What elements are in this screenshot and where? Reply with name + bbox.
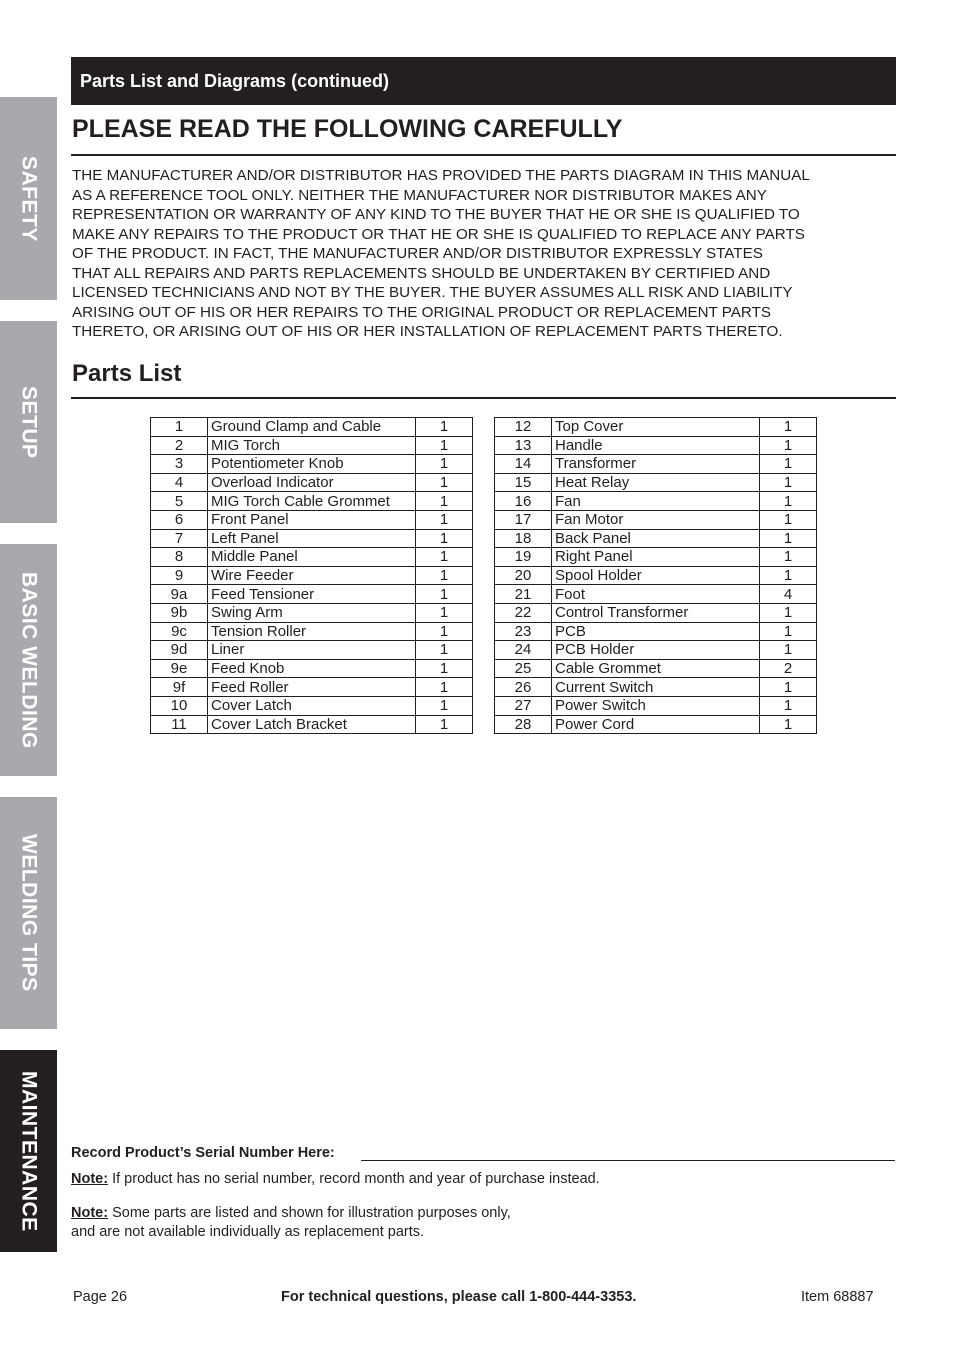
part-description: Top Cover (552, 418, 760, 437)
side-tab-label: SETUP (17, 385, 41, 459)
part-description: Feed Tensioner (208, 585, 416, 604)
part-quantity: 1 (760, 603, 817, 622)
part-description: Control Transformer (552, 603, 760, 622)
part-description: Fan (552, 492, 760, 511)
note-serial (71, 1170, 600, 1189)
part-description: Feed Knob (208, 659, 416, 678)
part-description: Cover Latch (208, 696, 416, 715)
note-text: Some parts are listed and shown for illustration purposes only, (108, 1205, 511, 1221)
part-quantity: 1 (416, 566, 473, 585)
parts-row (495, 603, 817, 622)
part-number: 5 (151, 492, 208, 511)
serial-input-line[interactable] (361, 1160, 895, 1161)
part-number: 3 (151, 455, 208, 474)
part-description: MIG Torch Cable Grommet (208, 492, 416, 511)
parts-row (151, 492, 473, 511)
side-tab-label: SAFETY (17, 155, 41, 242)
part-number: 7 (151, 529, 208, 548)
side-tab-safety[interactable] (0, 97, 57, 300)
parts-row (151, 455, 473, 474)
part-description: Front Panel (208, 510, 416, 529)
note-label: Note: (71, 1171, 109, 1187)
part-description: Feed Roller (208, 678, 416, 697)
part-number: 12 (495, 418, 552, 437)
page-number: Page 26 (73, 1289, 128, 1305)
serial-label: Record Product’s Serial Number Here: (71, 1145, 335, 1161)
parts-row (151, 510, 473, 529)
side-tab-label: WELDING TIPS (17, 834, 41, 992)
parts-row (151, 678, 473, 697)
part-description: Power Switch (552, 696, 760, 715)
parts-row (495, 622, 817, 641)
parts-row (151, 603, 473, 622)
disclaimer-line: AS A REFERENCE TOOL ONLY. NEITHER THE MANUFACTURER NOR DISTRIBUTOR MAKES ANY (72, 186, 767, 204)
parts-row (151, 436, 473, 455)
part-number: 9d (151, 641, 208, 660)
part-quantity: 1 (416, 659, 473, 678)
part-quantity: 1 (416, 529, 473, 548)
parts-table-left (150, 417, 473, 734)
part-description: Potentiometer Knob (208, 455, 416, 474)
disclaimer-line: REPRESENTATION OR WARRANTY OF ANY KIND TO THE BUYER THAT HE OR SHE IS QUALIFIED TO (72, 206, 800, 223)
part-number: 19 (495, 548, 552, 567)
part-description: PCB Holder (552, 641, 760, 660)
part-quantity: 1 (760, 641, 817, 660)
part-number: 10 (151, 696, 208, 715)
part-quantity: 2 (760, 659, 817, 678)
part-number: 6 (151, 510, 208, 529)
parts-row (495, 529, 817, 548)
parts-row (495, 492, 817, 511)
parts-row (495, 585, 817, 604)
item-number: Item 68887 (801, 1289, 874, 1305)
part-number: 9 (151, 566, 208, 585)
part-quantity: 1 (760, 455, 817, 474)
parts-row (151, 696, 473, 715)
side-tab-basic-welding[interactable] (0, 544, 57, 776)
part-number: 25 (495, 659, 552, 678)
disclaimer-line: THE MANUFACTURER AND/OR DISTRIBUTOR HAS PROVIDED THE PARTS DIAGRAM IN THIS MANUAL (72, 167, 810, 184)
side-tab-maintenance[interactable] (0, 1050, 57, 1252)
parts-row (495, 696, 817, 715)
parts-row (151, 566, 473, 585)
parts-row (495, 548, 817, 567)
part-quantity: 1 (416, 473, 473, 492)
part-number: 24 (495, 641, 552, 660)
part-quantity: 1 (760, 492, 817, 511)
part-quantity: 1 (760, 566, 817, 585)
note-text: If product has no serial number, record month and year of purchase instead. (108, 1171, 600, 1187)
parts-row (495, 566, 817, 585)
section-header (71, 57, 896, 105)
part-number: 1 (151, 418, 208, 437)
part-quantity: 1 (416, 418, 473, 437)
side-tab-label: BASIC WELDING (17, 571, 41, 749)
part-description: Current Switch (552, 678, 760, 697)
part-quantity: 1 (760, 510, 817, 529)
part-description: MIG Torch (208, 436, 416, 455)
parts-row (495, 641, 817, 660)
parts-row (151, 585, 473, 604)
part-quantity: 1 (416, 492, 473, 511)
parts-row (495, 659, 817, 678)
part-description: PCB (552, 622, 760, 641)
parts-row (151, 622, 473, 641)
side-tab-setup[interactable] (0, 321, 57, 523)
parts-row (151, 715, 473, 734)
part-description: Left Panel (208, 529, 416, 548)
parts-row (495, 418, 817, 437)
part-number: 11 (151, 715, 208, 734)
part-description: Transformer (552, 455, 760, 474)
part-description: Power Cord (552, 715, 760, 734)
part-description: Wire Feeder (208, 566, 416, 585)
warning-heading: PLEASE READ THE FOLLOWING CAREFULLY (72, 115, 623, 143)
part-quantity: 1 (416, 455, 473, 474)
parts-row (151, 418, 473, 437)
parts-list-rule (71, 397, 896, 399)
side-tab-welding-tips[interactable] (0, 797, 57, 1029)
support-phone: For technical questions, please call 1-800-444-3353. (281, 1289, 637, 1305)
parts-row (151, 548, 473, 567)
part-description: Cover Latch Bracket (208, 715, 416, 734)
part-quantity: 1 (760, 529, 817, 548)
note-parts (71, 1204, 511, 1242)
part-description: Back Panel (552, 529, 760, 548)
part-description: Tension Roller (208, 622, 416, 641)
part-number: 9c (151, 622, 208, 641)
part-number: 4 (151, 473, 208, 492)
note-text: and are not available individually as replacement parts. (71, 1224, 425, 1240)
part-quantity: 1 (416, 436, 473, 455)
part-description: Heat Relay (552, 473, 760, 492)
part-number: 13 (495, 436, 552, 455)
parts-list-heading: Parts List (72, 360, 182, 387)
part-number: 26 (495, 678, 552, 697)
part-number: 22 (495, 603, 552, 622)
part-description: Liner (208, 641, 416, 660)
note-label: Note: (71, 1205, 109, 1221)
part-number: 9b (151, 603, 208, 622)
parts-row (495, 715, 817, 734)
part-number: 27 (495, 696, 552, 715)
disclaimer-line: OF THE PRODUCT. IN FACT, THE MANUFACTURER AND/OR DISTRIBUTOR EXPRESSLY STATES (72, 245, 763, 262)
part-description: Right Panel (552, 548, 760, 567)
part-quantity: 1 (760, 678, 817, 697)
part-quantity: 1 (416, 715, 473, 734)
side-tab-label: MAINTENANCE (17, 1070, 41, 1232)
part-description: Cable Grommet (552, 659, 760, 678)
part-quantity: 1 (760, 548, 817, 567)
part-number: 8 (151, 548, 208, 567)
part-quantity: 1 (760, 436, 817, 455)
part-description: Foot (552, 585, 760, 604)
parts-table-right (494, 417, 817, 734)
disclaimer-line: THAT ALL REPAIRS AND PARTS REPLACEMENTS SHOULD BE UNDERTAKEN BY CERTIFIED AND (72, 264, 771, 282)
disclaimer-line: ARISING OUT OF HIS OR HER REPAIRS TO THE ORIGINAL PRODUCT OR REPLACEMENT PARTS (72, 303, 772, 321)
part-quantity: 1 (416, 678, 473, 697)
disclaimer-line: MAKE ANY REPAIRS TO THE PRODUCT OR THAT HE OR SHE IS QUALIFIED TO REPLACE ANY PARTS (72, 225, 805, 243)
part-description: Handle (552, 436, 760, 455)
section-header-title: Parts List and Diagrams (continued) (80, 70, 390, 91)
part-quantity: 1 (416, 641, 473, 660)
part-number: 17 (495, 510, 552, 529)
part-number: 23 (495, 622, 552, 641)
part-quantity: 1 (416, 622, 473, 641)
part-quantity: 1 (416, 696, 473, 715)
part-description: Swing Arm (208, 603, 416, 622)
part-number: 9a (151, 585, 208, 604)
part-description: Fan Motor (552, 510, 760, 529)
part-description: Spool Holder (552, 566, 760, 585)
part-description: Overload Indicator (208, 473, 416, 492)
parts-row (151, 529, 473, 548)
part-number: 2 (151, 436, 208, 455)
parts-row (151, 473, 473, 492)
part-quantity: 1 (416, 548, 473, 567)
part-quantity: 1 (760, 715, 817, 734)
part-number: 16 (495, 492, 552, 511)
part-description: Ground Clamp and Cable (208, 418, 416, 437)
parts-row (151, 659, 473, 678)
parts-row (495, 455, 817, 474)
part-number: 14 (495, 455, 552, 474)
part-quantity: 1 (760, 696, 817, 715)
part-number: 28 (495, 715, 552, 734)
part-number: 15 (495, 473, 552, 492)
parts-row (495, 436, 817, 455)
part-quantity: 1 (760, 473, 817, 492)
part-number: 18 (495, 529, 552, 548)
part-number: 9e (151, 659, 208, 678)
parts-row (151, 641, 473, 660)
disclaimer-text (72, 166, 872, 342)
part-quantity: 1 (416, 603, 473, 622)
part-number: 21 (495, 585, 552, 604)
disclaimer-line: LICENSED TECHNICIANS AND NOT BY THE BUYER. THE BUYER ASSUMES ALL RISK AND LIABILITY (72, 284, 793, 301)
part-number: 20 (495, 566, 552, 585)
part-quantity: 1 (760, 622, 817, 641)
part-quantity: 1 (760, 418, 817, 437)
part-description: Middle Panel (208, 548, 416, 567)
parts-row (495, 473, 817, 492)
part-quantity: 1 (416, 585, 473, 604)
disclaimer-line: THERETO, OR ARISING OUT OF HIS OR HER INSTALLATION OF REPLACEMENT PARTS THERETO. (72, 323, 783, 340)
part-quantity: 4 (760, 585, 817, 604)
parts-row (495, 510, 817, 529)
warning-rule (71, 154, 896, 156)
part-number: 9f (151, 678, 208, 697)
part-quantity: 1 (416, 510, 473, 529)
parts-row (495, 678, 817, 697)
